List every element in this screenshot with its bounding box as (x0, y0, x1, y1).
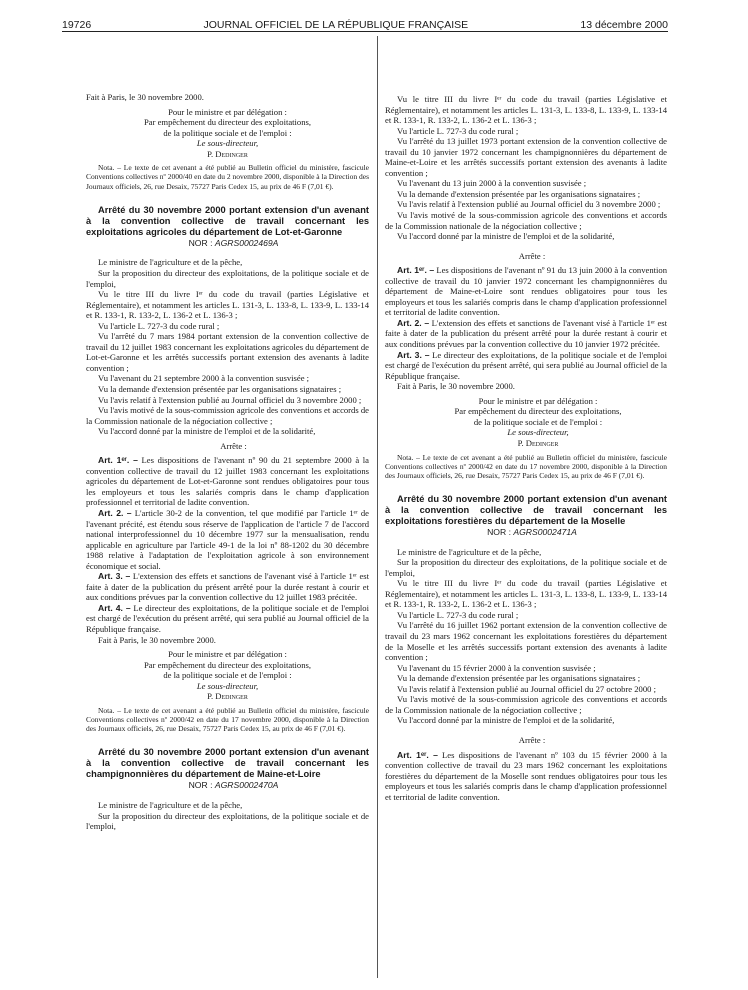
signature-line: Par empêchement du directeur des exploitations, (143, 117, 312, 128)
paragraph: Vu l'avenant du 15 février 2000 à la convention susvisée ; (397, 662, 596, 673)
paragraph: Vu le titre III du livre Iᵉʳ du code du travail (parties Législative et Réglementaire), et notamment les articles L. 131-3, L. 133-8, L. 133-9, L. 133-14 et R. 133-1, R. 133-2, L. 136-2 et L. 136-3 ; (385, 94, 667, 126)
nor-reference: NOR : AGRS0002470A (188, 780, 279, 791)
article: Art. 3. – Le directeur des exploitations, de la politique sociale et de l'emploi est chargé de l'exécution du présent arrêté, qui sera publié au Journal officiel de la République française. (385, 349, 667, 381)
paragraph: Vu l'arrêté du 16 juillet 1962 portant extension de la convention collective de travail du 23 mars 1962 concernant les exploitations forestières du département de la Moselle et les arrêtés successifs portant extension des avenants à ladite convention ; (385, 620, 667, 663)
arrete-title: Arrêté du 30 novembre 2000 portant extension d'un avenant à la convention collective de travail concernant les exploitations forestières du département de la Moselle (385, 494, 667, 527)
issue-date: 13 décembre 2000 (580, 19, 668, 31)
fait-a-paris: Fait à Paris, le 30 novembre 2000. (98, 634, 216, 645)
signature-role: Le sous-directeur, (196, 138, 259, 149)
paragraph: Sur la proposition du directeur des exploitations, de la politique sociale et de l'emploi, (385, 557, 667, 578)
arrete-title: Arrêté du 30 novembre 2000 portant extension d'un avenant à la convention collective de travail concernant les exploitations agricoles du département de Lot-et-Garonne (86, 204, 369, 237)
article: Art. 3. – L'extension des effets et sanctions de l'avenant visé à l'article 1ᵉʳ est faite à dater de la publication du présent arrêté pour la durée restant à courir et aux conditions prévues par la convention collective du 12 juillet 1983 précitée. (86, 571, 369, 603)
signature-line: Pour le ministre et par délégation : (168, 106, 287, 117)
journal-title: JOURNAL OFFICIEL DE LA RÉPUBLIQUE FRANÇAISE (203, 19, 469, 31)
nor-reference: NOR : AGRS0002471A (487, 527, 577, 538)
paragraph: Sur la proposition du directeur des exploitations, de la politique sociale et de l'emploi, (86, 810, 369, 832)
page-number: 19726 (62, 19, 92, 31)
article: Art. 1ᵉʳ. – Les dispositions de l'avenant nº 91 du 13 juin 2000 à la convention collective de travail du 10 janvier 1972 concernant les champignonnières du département de Maine-et-Loire sont rendues obligatoires pour tous les employeurs et tous les salariés compris dans le champ d'application professionnel et territorial de ladite convention. (385, 265, 667, 318)
paragraph: Vu l'article L. 727-3 du code rural ; (397, 609, 519, 620)
paragraph: Sur la proposition du directeur des exploitations, de la politique sociale et de l'emploi, (86, 267, 369, 289)
paragraph: Vu l'article L. 727-3 du code rural ; (98, 320, 220, 331)
paragraph: Vu l'avenant du 21 septembre 2000 à la convention susvisée ; (98, 373, 310, 384)
article: Art. 1ᵉʳ. – Les dispositions de l'avenant nº 103 du 15 février 2000 à la convention collective de travail du 23 mars 1962 concernant les exploitations forestières du département de la Moselle sont rendues obligatoires pour tous les employeurs et tous les salariés compris dans le champ d'application professionnel et territorial de ladite convention. (385, 749, 667, 802)
signature-line: Par empêchement du directeur des exploitations, (143, 659, 312, 670)
left-column (86, 92, 369, 832)
nota-note: Nota. – Le texte de cet avenant a été publié au Bulletin officiel du ministère, fascicule Conventions collectives nº 2000/42 en date du 17 novembre 2000, disponible à la Direction des Journaux officiels, 26, rue Desaix, 75727 Paris Cedex 15, au prix de 46 F (7,01 €). (385, 452, 667, 480)
signatory-name: P. Dedinger (207, 148, 248, 159)
article: Art. 2. – L'article 30-2 de la convention, tel que modifié par l'article 1ᵉʳ de l'avenant précité, est étendu sous réserve de l'application de l'article 7 de l'accord national interprofessionnel du 10 décembre 1977 sur la mensualisation, rendu applicable en agriculture par l'article 49-1 de la loi nº 88-1202 du 30 décembre 1988 relative à l'adaptation de l'exploitation agricole à son environnement économique et social. (86, 508, 369, 571)
right-column (385, 94, 667, 802)
paragraph: Vu l'arrêté du 13 juillet 1973 portant extension de la convention collective de travail du 10 janvier 1972 concernant les champignonnières du département de Maine-et-Loire et les arrêtés successifs portant extension des avenants à ladite convention ; (385, 136, 667, 178)
paragraph: Vu le titre III du livre Iᵉʳ du code du travail (parties Législative et Réglementaire), et notamment les articles L. 131-3, L. 133-8, L. 133-9, L. 133-14 et R. 133-1, R. 133-2, L. 136-2 et L. 136-3 ; (385, 578, 667, 610)
paragraph: Vu le titre III du livre Iᵉʳ du code du travail (parties Législative et Réglementaire), et notamment les articles L. 131-3, L. 133-8, L. 133-9, L. 133-14 et R. 133-1, R. 133-2, L. 136-2 et L. 136-3 ; (86, 289, 369, 321)
signature-line: Pour le ministre et par délégation : (168, 649, 287, 660)
arrete-heading: Arrête : (518, 250, 546, 261)
paragraph: Vu l'avis motivé de la sous-commission agricole des conventions et accords de la Commission nationale de la négociation collective ; (86, 405, 369, 426)
paragraph: Vu la demande d'extension présentée par les organisations signataires ; (397, 188, 641, 199)
paragraph: Vu l'accord donné par la ministre de l'emploi et de la solidarité, (98, 426, 316, 437)
paragraph: Vu l'arrêté du 7 mars 1984 portant extension de la convention collective de travail du 12 juillet 1983 concernant les exploitations agricoles du département de Lot-et-Garonne et les arrêtés successifs portant extension des avenants à ladite convention ; (86, 331, 369, 373)
article: Art. 2. – L'extension des effets et sanctions de l'avenant visé à l'article 1ᵉʳ est faite à dater de la publication du présent arrêté pour la durée restant à courir et aux conditions prévues par la convention collective du 10 janvier 1972 précitée. (385, 317, 667, 350)
nota-note: Nota. – Le texte de cet avenant a été publié au Bulletin officiel du ministère, fascicule Conventions collectives nº 2000/42 en date du 17 novembre 2000, disponible à la Direction des Journaux officiels, 26, rue Desaix, 75727 Paris Cedex 15, au prix de 46 F (7,01 €). (86, 705, 369, 734)
fait-a-paris: Fait à Paris, le 30 novembre 2000. (397, 381, 515, 392)
paragraph: Vu l'avis relatif à l'extension publié au Journal officiel du 3 novembre 2000 ; (98, 394, 362, 405)
fait-a-paris: Fait à Paris, le 30 novembre 2000. (86, 92, 204, 102)
paragraph: Vu la demande d'extension présentée par les organisations signataires ; (98, 384, 342, 394)
arrete-heading: Arrête : (220, 440, 247, 451)
paragraph: Vu l'accord donné par la ministre de l'emploi et de la solidarité, (397, 231, 615, 242)
nor-reference: NOR : AGRS0002469A (188, 237, 279, 248)
signature-role: Le sous-directeur, (507, 427, 569, 438)
header-rule (62, 31, 668, 32)
paragraph: Vu la demande d'extension présentée par les organisations signataires ; (397, 673, 641, 684)
arrete-heading: Arrête : (518, 734, 546, 745)
signatory-name: P. Dedinger (517, 437, 559, 448)
article: Art. 4. – Le directeur des exploitations, de la politique sociale et de l'emploi est chargé de l'exécution du présent arrêté, qui sera publié au Journal officiel de la République française. (86, 602, 369, 635)
paragraph: Vu l'avenant du 13 juin 2000 à la convention susvisée ; (397, 178, 587, 189)
signature-line: Pour le ministre et par délégation : (478, 395, 598, 406)
paragraph: Vu l'accord donné par la ministre de l'emploi et de la solidarité, (397, 715, 615, 726)
paragraph: Le ministre de l'agriculture et de la pêche, (397, 546, 542, 557)
paragraph: Le ministre de l'agriculture et de la pêche, (98, 257, 243, 268)
paragraph: Vu l'avis relatif à l'extension publié au Journal officiel du 27 octobre 2000 ; (397, 683, 656, 694)
signature-role: Le sous-directeur, (196, 680, 259, 691)
nota-note: Nota. – Le texte de cet avenant a été publié au Bulletin officiel du ministère, fascicule Conventions collectives nº 2000/40 en date du 2 novembre 2000, disponible à la Direction des Journaux officiels, 26, rue Desaix, 75727 Paris Cedex 15, au prix de 46 F (7,01 €). (86, 163, 369, 191)
signature-line: de la politique sociale et de l'emploi : (163, 670, 292, 681)
signatory-name: P. Dedinger (207, 691, 248, 702)
paragraph: Vu l'avis motivé de la sous-commission agricole des conventions et accords de la Commission nationale de la négociation collective ; (385, 694, 667, 715)
column-divider (377, 36, 378, 978)
signature-line: de la politique sociale et de l'emploi : (163, 127, 292, 138)
paragraph: Le ministre de l'agriculture et de la pêche, (98, 800, 243, 811)
paragraph: Vu l'article L. 727-3 du code rural ; (397, 125, 519, 136)
arrete-title: Arrêté du 30 novembre 2000 portant extension d'un avenant à la convention collective de travail concernant les champignonnières du département de Maine-et-Loire (86, 747, 369, 780)
paragraph: Vu l'avis motivé de la sous-commission agricole des conventions et accords de la Commission nationale de la négociation collective ; (385, 210, 667, 231)
article: Art. 1ᵉʳ. – Les dispositions de l'avenant nº 90 du 21 septembre 2000 à la convention collective de travail du 12 juillet 1983 concernant les exploitations agricoles du département de Lot-et-Garonne sont rendues obligatoires pour tous les employeurs et tous les salariés compris dans le champ d'application professionnel et territorial de ladite convention. (86, 455, 369, 508)
signature-line: de la politique sociale et de l'emploi : (473, 416, 603, 427)
signature-line: Par empêchement du directeur des exploitations, (454, 406, 622, 417)
paragraph: Vu l'avis relatif à l'extension publié au Journal officiel du 3 novembre 2000 ; (397, 199, 661, 210)
page-header (62, 15, 668, 31)
